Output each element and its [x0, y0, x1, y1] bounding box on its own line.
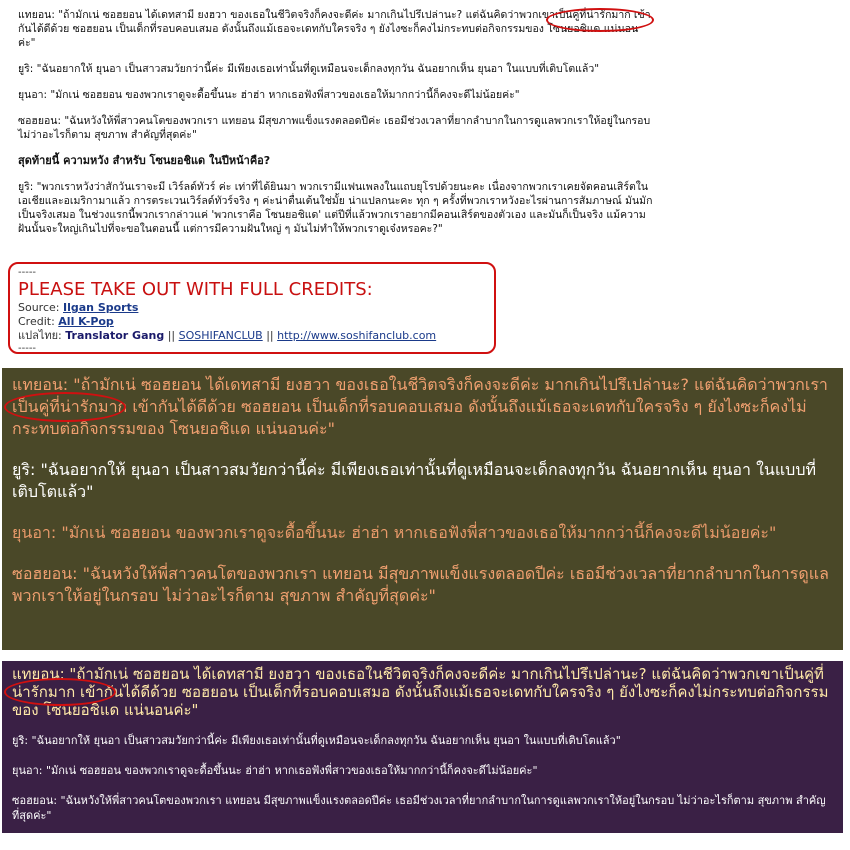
credits-source-row [18, 301, 486, 315]
credits-box [8, 262, 496, 354]
article-paragraph-yuri: ยูริ: "ฉันอยากให้ ยุนอา เป็นสาวสมวัยกว่านี้ค่ะ มีเพียงเธอเท่านั้นที่ดูเหมือนจะเด็กลงทุกวัน ฉันอยากเห็น ยุนอา ในแบบที่เติบโตแล้ว" [18, 63, 600, 75]
olive-paragraph-taeyeon: แทยอน: "ถ้ามักเน่ ซอฮยอน ได้เดทสามี ยงฮวา ของเธอในชีวิตจริงก็คงจะดีค่ะ มากเกินไปรึเปล่านะ? แต่ฉันคิดว่าพวกเราเป็นคู่ที่น่ารักมาก เข้ากันได้ดีด้วย ซอฮยอน เป็นเด็กที่รอบคอบเสมอ ดังนั้นถึงแม้เธอจะเดทกับใครจริง ๆ ยังไงซะก็คงไม่กระทบต่อกิจกรรมของ โซนยอชิแด แน่นอนค่ะ" [12, 375, 828, 438]
olive-panel [2, 368, 843, 650]
credits-credit-label: Credit: [18, 315, 55, 328]
credits-source-label: Source: [18, 301, 60, 314]
highlight-ring [4, 392, 126, 422]
article-paragraph-yoona: ยุนอา: "มักเน่ ซอฮยอน ของพวกเราดูจะดื้อขึ้นนะ ฮ่าฮ่า หากเธอฟังพี่สาวของเธอให้มากกว่านี้ก็คงจะดีไม่น้อยค่ะ" [18, 89, 520, 101]
credits-separator: || [167, 329, 176, 342]
credits-credit-link[interactable]: All K-Pop [58, 315, 114, 328]
credits-divider-bottom: ----- [18, 343, 37, 354]
credits-title: PLEASE TAKE OUT WITH FULL CREDITS: [18, 279, 373, 300]
credits-club-link[interactable]: SOSHIFANCLUB [178, 329, 263, 342]
purple-panel [2, 661, 843, 833]
olive-paragraph-yoona: ยุนอา: "มักเน่ ซอฮยอน ของพวกเราดูจะดื้อขึ้นนะ ฮ่าฮ่า หากเธอฟังพี่สาวของเธอให้มากกว่านี้ก็คงจะดีไม่น้อยค่ะ" [12, 523, 777, 542]
credits-translator-name: Translator Gang [65, 329, 165, 342]
credits-separator: || [266, 329, 274, 342]
credits-translator-label: แปลไทย: [18, 329, 62, 342]
article-question-heading: สุดท้ายนี้ ความหวัง สำหรับ โซนยอชิแด ในปีหน้าคือ? [18, 154, 271, 167]
article-paragraph-seohyun: ซอฮยอน: "ฉันหวังให้พี่สาวคนโตของพวกเรา แทยอน มีสุขภาพแข็งแรงตลอดปีค่ะ เธอมีช่วงเวลาที่ยากลำบากในการดูแลพวกเราให้อยู่ในกรอบ ไม่ว่าอะไรก็ตาม สุขภาพ สำคัญที่สุดค่ะ" [18, 115, 651, 141]
olive-paragraph-yuri: ยูริ: "ฉันอยากให้ ยุนอา เป็นสาวสมวัยกว่านี้ค่ะ มีเพียงเธอเท่านั้นที่ดูเหมือนจะเด็กลงทุกวัน ฉันอยากเห็น ยุนอา ในแบบที่เติบโตแล้ว" [12, 460, 817, 501]
credits-divider-top: ----- [18, 267, 37, 278]
purple-paragraph-taeyeon: แทยอน: "ถ้ามักเน่ ซอฮยอน ได้เดทสามี ยงฮวา ของเธอในชีวิตจริงก็คงจะดีค่ะ มากเกินไปรึเปล่านะ? แต่ฉันคิดว่าพวกเขาเป็นคู่ที่น่ารักมาก เข้ากันได้ดีด้วย ซอฮยอน เป็นเด็กที่รอบคอบเสมอ ดังนั้นถึงแม้เธอจะเดทกับใครจริง ๆ ยังไงซะก็คงไม่กระทบต่อกิจกรรมของ โซนยอชิแด แน่นอนค่ะ" [12, 665, 829, 719]
article-paragraph-taeyeon: แทยอน: "ถ้ามักเน่ ซอฮยอน ได้เดทสามี ยงฮวา ของเธอในชีวิตจริงก็คงจะดีค่ะ มากเกินไปรึเปล่านะ? แต่ฉันคิดว่าพวกเขาเป็นคู่ที่น่ารักมาก เข้ากันได้ดีด้วย ซอฮยอน เป็นเด็กที่รอบคอบเสมอ ดังนั้นถึงแม้เธอจะเดทกับใครจริง ๆ ยังไงซะก็คงไม่กระทบต่อกิจกรรมของ โซนยอชิแด แน่นอนค่ะ" [18, 9, 651, 49]
highlight-ring [4, 678, 116, 706]
purple-paragraph-yuri: ยูริ: "ฉันอยากให้ ยุนอา เป็นสาวสมวัยกว่านี้ค่ะ มีเพียงเธอเท่านั้นที่ดูเหมือนจะเด็กลงทุกวัน ฉันอยากเห็น ยุนอา ในแบบที่เติบโตแล้ว" [12, 734, 621, 747]
purple-paragraph-yoona: ยุนอา: "มักเน่ ซอฮยอน ของพวกเราดูจะดื้อขึ้นนะ ฮ่าฮ่า หากเธอฟังพี่สาวของเธอให้มากกว่านี้ก็คงจะดีไม่น้อยค่ะ" [12, 764, 538, 777]
credits-url-link[interactable]: http://www.soshifanclub.com [277, 329, 437, 342]
purple-paragraph-seohyun: ซอฮยอน: "ฉันหวังให้พี่สาวคนโตของพวกเรา แทยอน มีสุขภาพแข็งแรงตลอดปีค่ะ เธอมีช่วงเวลาที่ยากลำบากในการดูแลพวกเราให้อยู่ในกรอบ ไม่ว่าอะไรก็ตาม สุขภาพ สำคัญที่สุดค่ะ" [12, 794, 826, 822]
highlight-ring [546, 8, 654, 32]
credits-translator-row [18, 329, 486, 343]
olive-paragraph-seohyun: ซอฮยอน: "ฉันหวังให้พี่สาวคนโตของพวกเรา แทยอน มีสุขภาพแข็งแรงตลอดปีค่ะ เธอมีช่วงเวลาที่ยากลำบากในการดูแลพวกเราให้อยู่ในกรอบ ไม่ว่าอะไรก็ตาม สุขภาพ สำคัญที่สุดค่ะ" [12, 564, 829, 605]
credits-credit-row [18, 315, 486, 329]
credits-source-link[interactable]: Ilgan Sports [63, 301, 139, 314]
article-section [18, 8, 654, 248]
article-paragraph-yuri-answer: ยูริ: "พวกเราหวังว่าสักวันเราจะมี เวิร์ลด์ทัวร์ ค่ะ เท่าที่ได้ยินมา พวกเรามีแฟนเพลงในแถบยุโรปด้วยนะคะ เนื่องจากพวกเราเคยจัดคอนเสิร์ตในเอเชียและอเมริกามาแล้ว การตระเวนเวิร์ลด์ทัวร์จริง ๆ ค่ะน่าตื่นเต้นใช่มั้ย น่าแปลกนะคะ ทุก ๆ ครั้งที่พวกเราหวังอะไรผ่านการสัมภาษณ์ มันมักเป็นจริงเสมอ ในช่วงแรกนี้พวกเรากล่าวแค่ 'พวกเราคือ โซนยอชิแด' แต่ปีที่แล้วพวกเราอยากมีคอนเสิร์ตของตัวเอง และมันก็เป็นจริง แม้ความฝันนั้นจะใหญ่เกินไปที่จะขอในตอนนี้ แต่การมีความฝันใหญ่ ๆ มันไม่ทำให้พวกเราดูเจ๋งหรอคะ?" [18, 181, 653, 235]
